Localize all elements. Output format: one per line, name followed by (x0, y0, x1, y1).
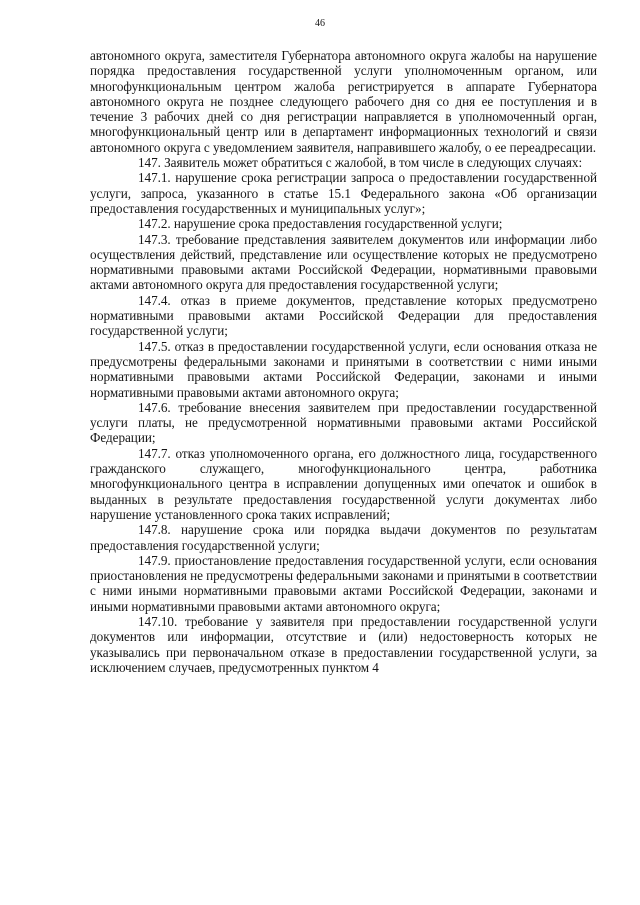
page-number: 46 (315, 18, 325, 29)
paragraph-147-1: 147.1. нарушение срока регистрации запроса о предоставлении государственной услуги, запроса, указанного в статье 15.1 Федерального закона «Об организации предоставления государственных и муниципальных услуг»; (90, 170, 597, 216)
document-body (90, 48, 597, 675)
paragraph-147-9: 147.9. приостановление предоставления государственной услуги, если основания приостановления не предусмотрены федеральными законами и принятыми в соответствии с ними иными нормативными правовыми актами Российской Федерации, законами и иными нормативными правовыми актами автономного округа; (90, 552, 597, 614)
paragraph-147-4: 147.4. отказ в приеме документов, представление которых предусмотрено нормативными правовыми актами Российской Федерации для предоставления государственной услуги; (90, 292, 597, 339)
paragraph-147-2: 147.2. нарушение срока предоставления государственной услуги; (138, 216, 503, 232)
paragraph-147-6: 147.6. требование внесения заявителем при предоставлении государственной услуги платы, не предусмотренной нормативными правовыми актами Российской Федерации; (90, 399, 597, 446)
paragraph-147-5: 147.5. отказ в предоставлении государственной услуги, если основания отказа не предусмотрены федеральными законами и принятыми в соответствии с ними иными нормативными правовыми актами Российской Федерации, законами и иными нормативными правовыми актами автономного округа; (90, 338, 597, 400)
paragraph-continuation: автономного округа, заместителя Губернатора автономного округа жалобы на нарушение порядка предоставления государственной услуги уполномоченным органом, или многофункциональным центром жалоба регистрируется в аппарате Губернатора автономного округа не позднее следующего рабочего дня со дня ее поступления и в течение 3 рабочих дней со дня регистрации направляется в уполномоченный орган, многофункциональный центр или в департамент информационных технологий и связи автономного округа с уведомлением заявителя, направившего жалобу, о ее переадресации. (90, 48, 597, 155)
paragraph-147-8: 147.8. нарушение срока или порядка выдачи документов по результатам предоставления государственной услуги; (90, 522, 597, 553)
paragraph-147: 147. Заявитель может обратиться с жалобой, в том числе в следующих случаях: (138, 155, 583, 171)
paragraph-147-3: 147.3. требование представления заявителем документов или информации либо осуществления действий, представление или осуществление которых не предусмотрено нормативными правовыми актами Российской Федерации, нормативными правовыми актами автономного округа для предоставления государственной услуги; (90, 231, 597, 293)
paragraph-147-10: 147.10. требование у заявителя при предоставлении государственной услуги документов или информации, отсутствие и (или) недостоверность которых не указывались при первоначальном отказе в предоставлении государственной услуги, за исключением случаев, предусмотренных пунктом 4 (90, 613, 597, 675)
paragraph-147-7: 147.7. отказ уполномоченного органа, его должностного лица, государственного гражданского служащего, многофункционального центра, работника многофункционального центра в исправлении допущенных ими опечаток и ошибок в выданных в результате предоставления государственной услуги документах либо нарушение установленного срока таких исправлений; (90, 445, 597, 522)
